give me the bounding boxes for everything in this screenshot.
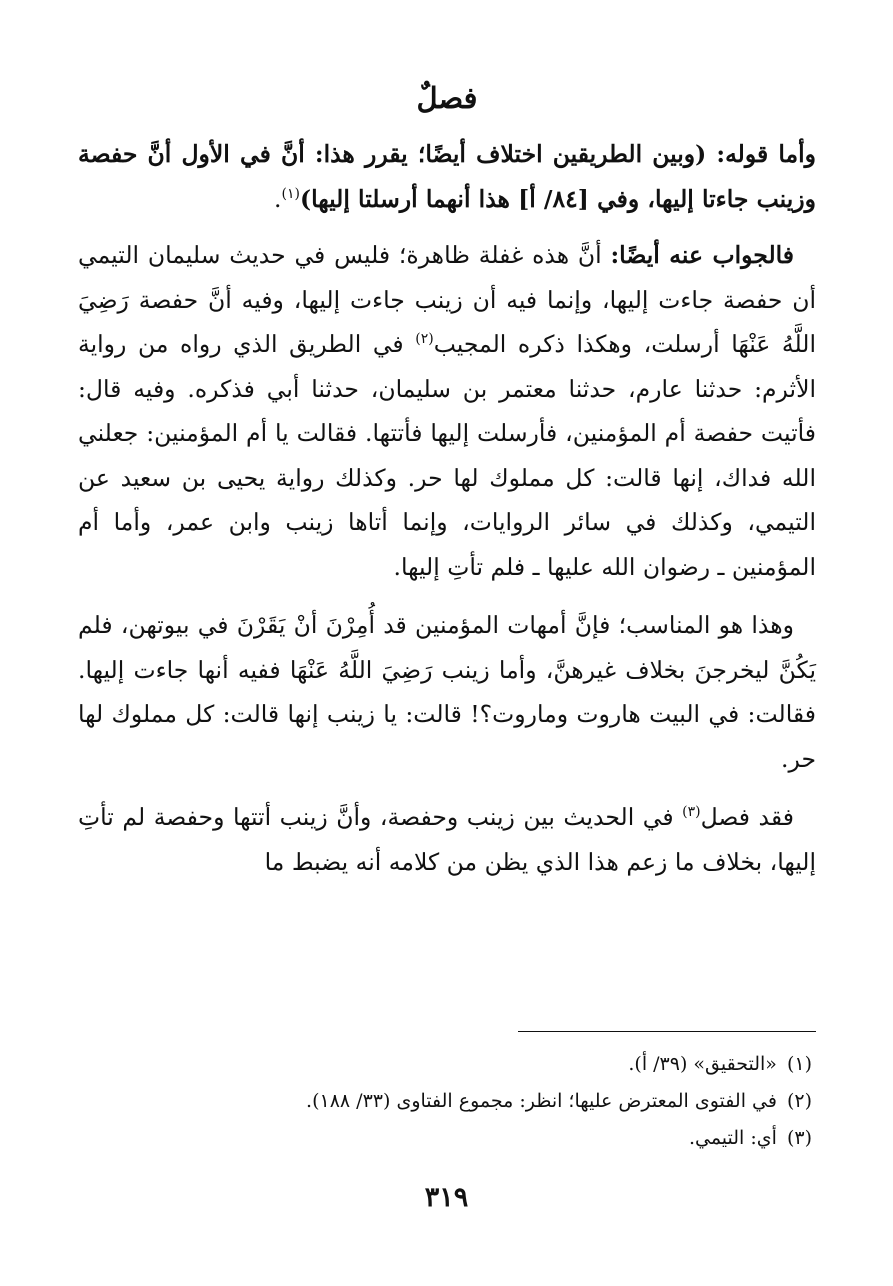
footnote-divider [518, 1031, 816, 1032]
paragraph-3 [78, 603, 816, 781]
footnote-item [78, 1083, 816, 1120]
section-heading: فصلٌ [416, 81, 478, 115]
paragraph-1-tail: . [274, 184, 282, 213]
footnote-text: أي: التيمي. [688, 1127, 777, 1149]
paragraph-4-text: فقد فصل [700, 803, 794, 831]
paragraph-2-tail: في الطريق الذي رواه من رواية الأثرم: حدثنا عارم، حدثنا معتمر بن سليمان، حدثنا أبي فذكره. وفيه قال: فأتيت حفصة أم المؤمنين، فأرسلت إليها فأتتها. فقالت يا أم المؤمنين: جعلني الله فداك، إنها قالت: كل مملوك لها حر. وكذلك رواية يحيى بن سعيد عن التيمي، وكذلك في سائر الروايات، وإنما أتاها زينب وابن عمر، وأما أم المؤمنين ـ رضوان الله عليها ـ فلم تأتِ إليها. [78, 330, 816, 581]
footnote-number: (٣) [786, 1127, 812, 1149]
footnote-text: في الفتوى المعترض عليها؛ انظر: مجموع الفتاوى (٣٣/ ١٨٨). [306, 1090, 777, 1112]
footnote-ref-1[interactable]: (١) [281, 185, 300, 202]
footnote-ref-2[interactable]: (٢) [415, 331, 434, 348]
footnote-number: (٢) [786, 1090, 812, 1112]
paragraph-1 [78, 132, 816, 221]
footnote-item [78, 1120, 816, 1157]
paragraph-4-tail: في الحديث بين زينب وحفصة، وأنَّ زينب أتتها وحفصة لم تأتِ إليها، بخلاف ما زعم هذا الذي يظن من كلامه أنه يضبط ما [78, 803, 816, 876]
footnote-text: «التحقيق» (٣٩/ أ). [628, 1053, 777, 1075]
footnote-item [78, 1046, 816, 1083]
paragraph-2-text: أنَّ هذه غفلة ظاهرة؛ فليس في حديث سليمان التيمي أن حفصة جاءت إليها، وإنما فيه أن زينب جاءت إليها، وفيه أنَّ حفصة رَضِيَ اللَّهُ عَنْهَا أرسلت، وهكذا ذكره المجيب [78, 241, 816, 358]
paragraph-3-text: وهذا هو المناسب؛ فإنَّ أمهات المؤمنين قد أُمِرْنَ أنْ يَقَرْنَ في بيوتهن، فلم يَكُنَّ ليخرجنَ بخلاف غيرهنَّ، وأما زينب رَضِيَ اللَّهُ عَنْهَا ففيه أنها جاءت إليها. فقالت: في البيت هاروت وماروت؟! قالت: يا زينب إنها قالت: كل مملوك لها حر. [78, 611, 816, 773]
paragraph-1-lead: وأما قوله: [716, 140, 816, 168]
page-number: ٣١٩ [424, 1182, 469, 1213]
page-body [78, 70, 816, 898]
paragraph-2 [78, 233, 816, 589]
paragraph-4 [78, 795, 816, 884]
footnote-number: (١) [786, 1053, 812, 1075]
footnotes [78, 1046, 816, 1157]
footnote-ref-3[interactable]: (٣) [682, 804, 701, 821]
paragraph-1-text: (وبين الطريقين اختلاف أيضًا؛ يقرر هذا: أنَّ في الأول أنَّ حفصة وزينب جاءتا إليها، وفي [٨٤/ أ] هذا أنهما أرسلتا إليها) [78, 140, 816, 213]
paragraph-2-lead: فالجواب عنه أيضًا: [610, 241, 795, 269]
